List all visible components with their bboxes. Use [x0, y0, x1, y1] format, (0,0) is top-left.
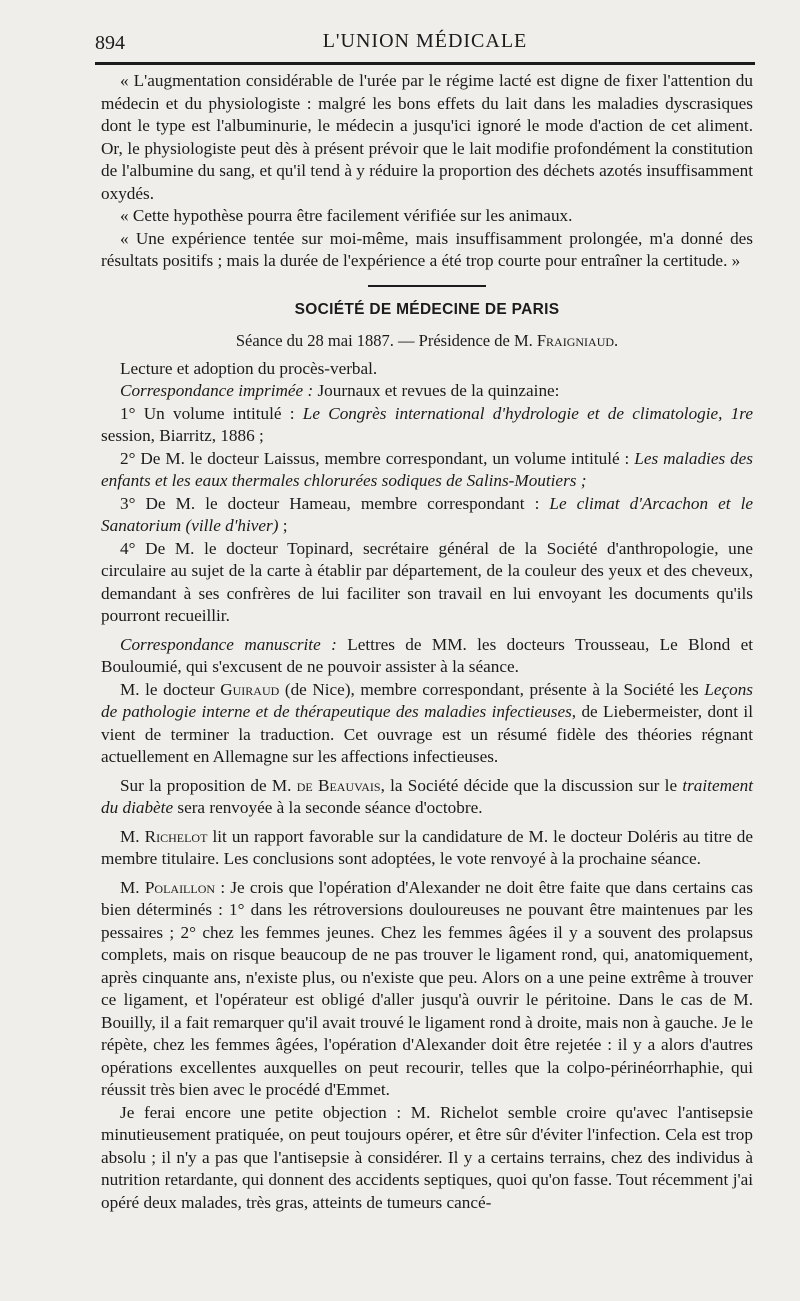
section-divider [368, 285, 486, 287]
beauvais-paragraph [101, 775, 753, 820]
handwritten-correspondence [101, 634, 753, 679]
society-heading: SOCIÉTÉ DE MÉDECINE DE PARIS [294, 300, 560, 318]
text: 3° De M. le docteur Hameau, membre correspondant : [120, 493, 550, 513]
book-title: Les maladies des enfants et les eaux thermales chlorurées sodiques de Salins-Moutiers ; [101, 448, 753, 490]
text: 1° Un volume intitulé : [120, 403, 303, 423]
page-header [95, 24, 755, 54]
text: M. le docteur [120, 679, 221, 699]
person-name: Guiraud [220, 679, 280, 699]
text: Sur la proposition de M. [120, 775, 297, 795]
text: session, Biarritz, 1886 ; [101, 426, 264, 445]
page-body [101, 70, 753, 1214]
quote-paragraph: « Cette hypothèse pourra être facilement vérifiée sur les animaux. [120, 206, 573, 225]
text: , la Société décide que la discussion sur le [380, 775, 683, 795]
person-name: Richelot [144, 826, 208, 846]
text: lit un rapport favorable sur la candidature de M. le docteur Doléris au titre de membre titulaire. Les conclusions sont adoptées, le vote renvoyé à la prochaine séance. [101, 826, 753, 868]
topic: traitement du diabète [101, 775, 753, 817]
polaillon-paragraph [101, 877, 753, 1102]
book-title: Le climat d'Arcachon et le Sanatorium (ville d'hiver) [101, 493, 753, 535]
label: Correspondance imprimée : [120, 381, 314, 400]
person-name: Polaillon [144, 877, 216, 897]
text: , de Liebermeister, dont il vient de terminer la traduction. Cet ouvrage est un résumé fidèle des théories régnant actuellement en Allemagne sur les affections infectieuses. [101, 702, 753, 766]
person-name: de Beauvais [296, 775, 381, 795]
book-title: Le Congrès international d'hydrologie et de climatologie, 1re [302, 403, 753, 423]
objection-paragraph: Je ferai encore une petite objection : M. Richelot semble croire qu'avec l'antisepsie minutieusement pratiquée, on peut toujours opérer, et être sûr d'éviter l'infection. Cela est trop absolu ; il n'y a pas que l'antisepsie à considérer. Il y a certains terrains, chez des individus à nutrition retardante, qui donnent des accidents septiques, quoi qu'on fasse. Tout récemment j'ai opéré deux malades, très gras, atteints de tumeurs cancé- [101, 1102, 753, 1212]
guiraud-paragraph [101, 679, 753, 769]
label: Correspondance manuscrite : [120, 634, 337, 654]
header-rule [95, 62, 755, 65]
printed-correspondence [101, 380, 753, 403]
text: M. [120, 826, 145, 846]
president-name: Fraigniaud. [536, 331, 619, 350]
text: Lettres de MM. les docteurs Trousseau, Le Blond et Bouloumié, qui s'excusent de ne pouvoir assister à la séance. [101, 634, 753, 676]
quote-paragraph: « Une expérience tentée sur moi-même, mais insuffisamment prolongée, m'a donné des résultats positifs ; mais la durée de l'expérience a été trop courte pour entraîner la certitude. » [101, 228, 753, 270]
list-item [101, 403, 753, 448]
text: sera renvoyée à la seconde séance d'octobre. [173, 798, 483, 817]
text: ; [278, 516, 288, 535]
list-item: 4° De M. le docteur Topinard, secrétaire général de la Société d'anthropologie, une circulaire au sujet de la carte à établir par département, de la couleur des yeux et des cheveux, demandant à ses confrères de lui faciliter son travail en lui envoyant les documents qu'ils pourront recueillir. [101, 538, 753, 625]
text: : Je crois que l'opération d'Alexander ne doit être faite que dans certains cas bien déterminés : 1° dans les rétroversions douloureuses ne pouvant être maintenues par les pessaires ; 2° chez les femmes jeunes. Chez les femmes âgées il y a souvent des prolapsus complets, mais on risque beaucoup de ne pas trouver le ligament rond, qui, anatomiquement, après cinquante ans, n'existe plus, ou n'existe que peu. Alors on a une peine extrême à trouver ce ligament, et l'opérateur est obligé d'aller jusqu'à ouvrir le péritoine. Dans le cas de M. Bouilly, il a fait remarquer qu'il avait trouvé le ligament rond à droite, mais non à gauche. Je le répète, chez les femmes âgées, l'opération d'Alexander doit être rejetée : il y a alors d'autres opérations excellentes auxquelles on peut recourir, telles que la colpo-périnéorrhaphie, qui réussit très bien avec le procédé d'Emmet. [101, 877, 753, 1099]
text: 2° De M. le docteur Laissus, membre correspondant, un volume intitulé : [120, 448, 635, 468]
richelot-paragraph [101, 826, 753, 871]
book-title: Leçons de pathologie interne et de thérapeutique des maladies infectieuses [101, 679, 753, 721]
list-item [101, 493, 753, 538]
list-item [101, 448, 753, 493]
page-number: 894 [95, 32, 125, 54]
minutes-adoption: Lecture et adoption du procès-verbal. [120, 358, 378, 378]
quote-paragraph: « L'augmentation considérable de l'urée par le régime lacté est digne de fixer l'attention du médecin et du physiologiste : malgré les bons effets du lait dans les maladies dyscrasiques dont le type est l'albuminurie, le médecin a jusqu'ici ignoré le mode d'action de cet aliment. Or, le physiologiste peut dès à présent prévoir que le lait modifie profondément la constitution de l'albumine du sang, et qu'il tend à y réduire la proportion des déchets azotés insuffisamment oxydés. [101, 71, 753, 203]
seance-date: Séance du 28 mai 1887. — Présidence de M. [235, 331, 533, 350]
running-title: L'UNION MÉDICALE [322, 30, 528, 52]
text: Journaux et revues de la quinzaine: [313, 381, 560, 400]
text: M. [120, 877, 145, 897]
text: (de Nice), membre correspondant, présente à la Société les [279, 679, 705, 699]
seance-line [101, 330, 753, 353]
